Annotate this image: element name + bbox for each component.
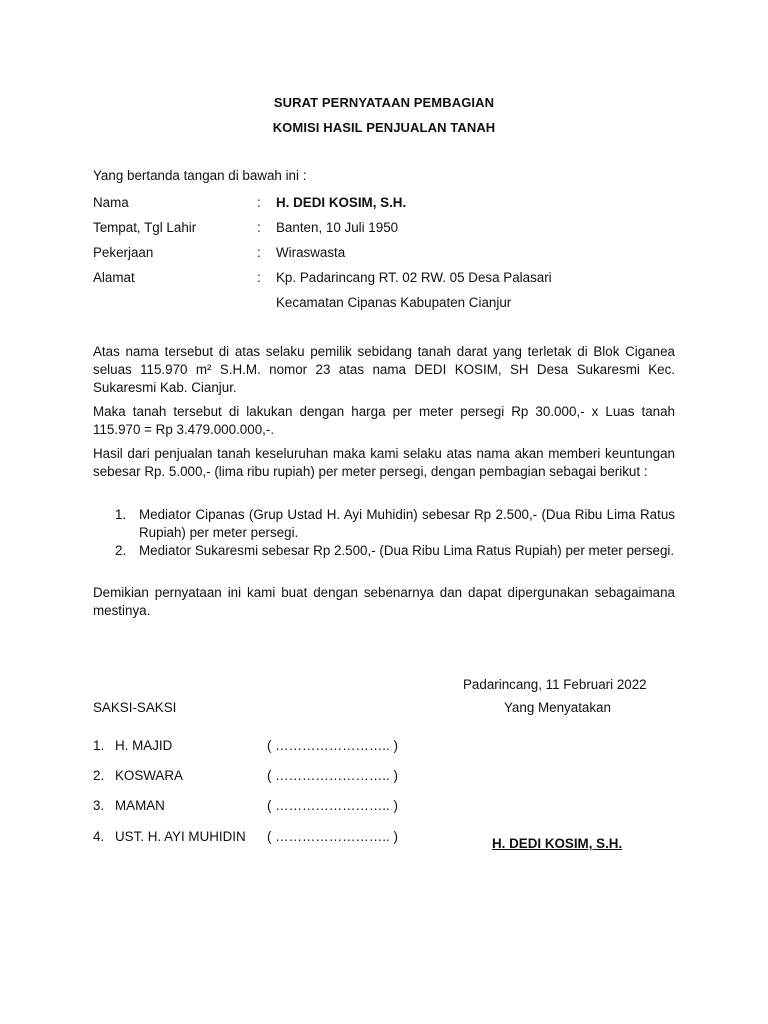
witness-number: 3.	[93, 798, 105, 813]
witness-name: H. MAJID	[115, 738, 173, 753]
declarer-name: H. DEDI KOSIM, S.H.	[492, 836, 623, 851]
list-item	[93, 506, 675, 542]
witness-number: 1.	[93, 738, 105, 753]
witness-signature-line: ( …………………….. )	[267, 798, 398, 813]
witness-name: KOSWARA	[115, 768, 183, 783]
list-item	[93, 542, 675, 560]
witness-heading: SAKSI-SAKSI	[93, 700, 177, 715]
witness-signature-line: ( …………………….. )	[267, 768, 398, 783]
witness-name: UST. H. AYI MUHIDIN	[115, 829, 246, 844]
field-value-pekerjaan: Wiraswasta	[276, 245, 346, 260]
paragraph-price: Maka tanah tersebut di lakukan dengan harga per meter persegi Rp 30.000,- x Luas tanah 115.970 = Rp 3.479.000.000,-.	[93, 404, 675, 437]
field-sep-ttl: :	[257, 220, 261, 235]
field-label-nama: Nama	[93, 195, 129, 210]
field-value-ttl: Banten, 10 Juli 1950	[276, 220, 399, 235]
paragraph-land-ownership: Atas nama tersebut di atas selaku pemilik sebidang tanah darat yang terletak di Blok Ciganea seluas 115.970 m² S.H.M. nomor 23 atas nama DEDI KOSIM, SH Desa Sukaresmi Kec. Sukaresmi Kab. Cianjur.	[93, 344, 675, 395]
witness-name: MAMAN	[115, 798, 165, 813]
list-item-text: Mediator Cipanas (Grup Ustad H. Ayi Muhidin) sebesar Rp 2.500,- (Dua Ribu Lima Ratus Rupiah) per meter persegi.	[139, 507, 675, 540]
distribution-list	[93, 506, 675, 560]
list-item-number: 2.	[115, 543, 127, 558]
field-value-alamat-line2: Kecamatan Cipanas Kabupaten Cianjur	[276, 295, 512, 310]
witness-signature-line: ( …………………….. )	[267, 829, 398, 844]
field-label-ttl: Tempat, Tgl Lahir	[93, 220, 197, 235]
field-sep-alamat: :	[257, 270, 261, 285]
paragraph-closing: Demikian pernyataan ini kami buat dengan sebenarnya dan dapat dipergunakan sebagaimana mestinya.	[93, 585, 675, 618]
field-sep-nama: :	[257, 195, 261, 210]
field-sep-pekerjaan: :	[257, 245, 261, 260]
witness-number: 4.	[93, 829, 105, 844]
document-title-line2: KOMISI HASIL PENJUALAN TANAH	[272, 120, 496, 135]
document-title-line1: SURAT PERNYATAAN PEMBAGIAN	[273, 95, 495, 110]
field-value-nama: H. DEDI KOSIM, S.H.	[276, 195, 407, 210]
list-item-number: 1.	[115, 507, 127, 522]
field-label-alamat: Alamat	[93, 270, 135, 285]
declarer-label: Yang Menyatakan	[504, 700, 611, 715]
place-date: Padarincang, 11 Februari 2022	[463, 677, 647, 692]
field-label-pekerjaan: Pekerjaan	[93, 245, 154, 260]
paragraph-profit-share: Hasil dari penjualan tanah keseluruhan maka kami selaku atas nama akan memberi keuntungan sebesar Rp. 5.000,- (lima ribu rupiah) per meter persegi, dengan pembagian sebagai berikut :	[93, 446, 675, 479]
intro-text: Yang bertanda tangan di bawah ini :	[93, 168, 307, 183]
field-value-alamat: Kp. Padarincang RT. 02 RW. 05 Desa Palasari	[276, 270, 552, 285]
witness-number: 2.	[93, 768, 105, 783]
witness-signature-line: ( …………………….. )	[267, 738, 398, 753]
list-item-text: Mediator Sukaresmi sebesar Rp 2.500,- (Dua Ribu Lima Ratus Rupiah) per meter persegi.	[139, 543, 675, 558]
